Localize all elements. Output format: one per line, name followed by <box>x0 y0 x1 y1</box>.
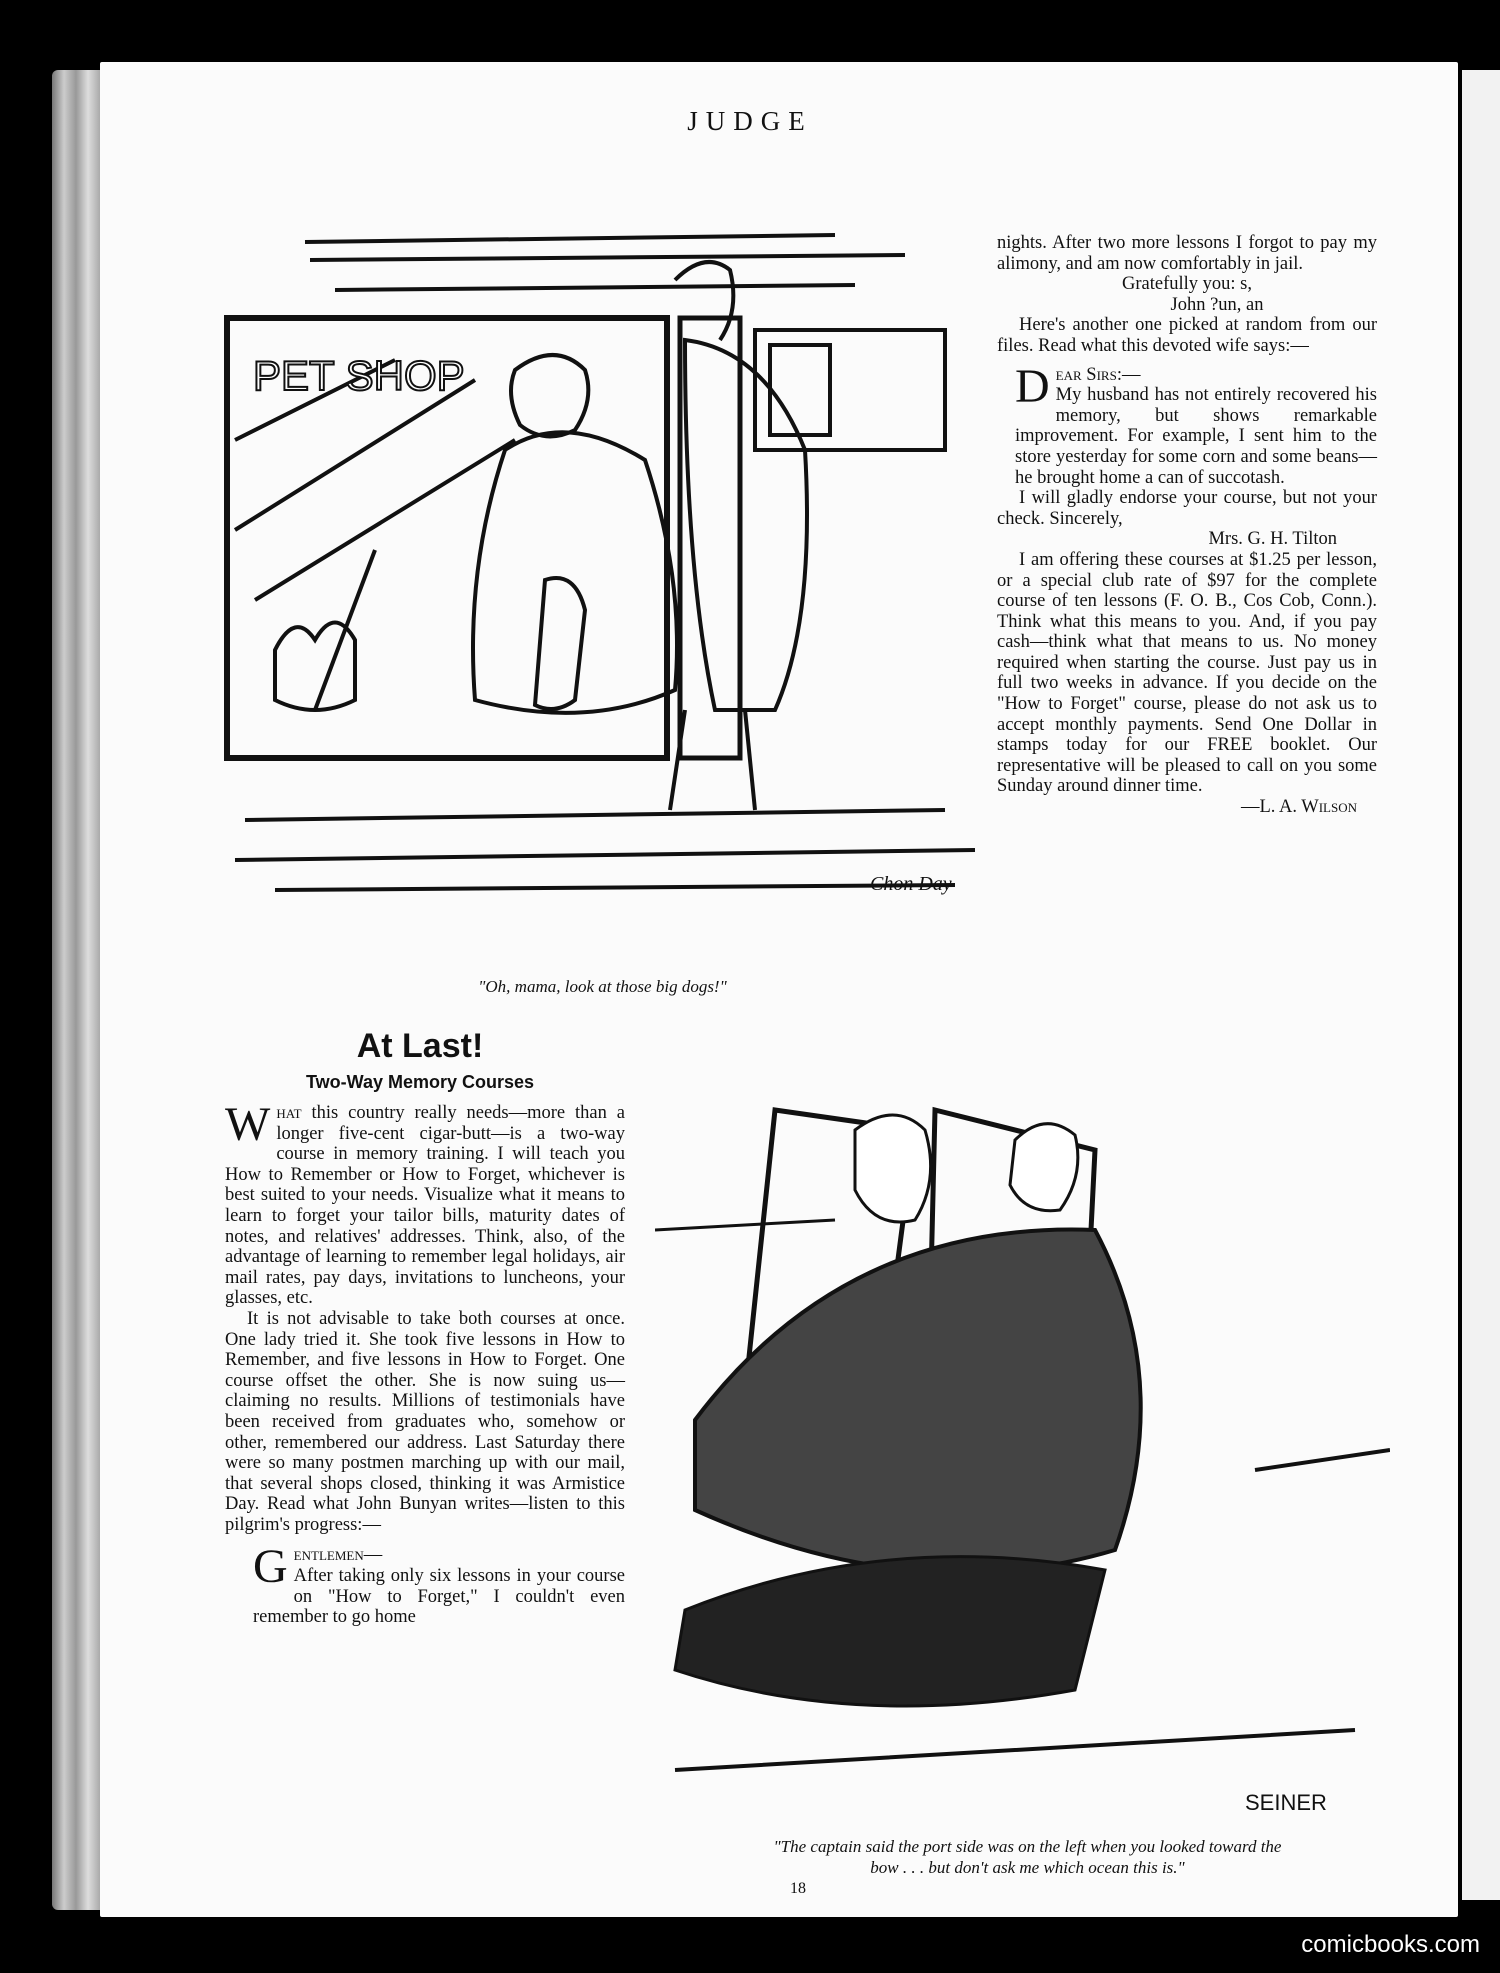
deck-chair-cartoon <box>655 1090 1390 1830</box>
letter2: Dear Sirs:— My husband has not entirely recovered his memory, but shows remarkable improvement. For example, I sent him to the store yesterday for some corn and some beans—he brought home a can of succotash. <box>1015 359 1377 488</box>
right-paragraph-1: nights. After two more lessons I forgot to pay my alimony, and am now comfortably in jail. <box>997 233 1377 274</box>
masthead: JUDGE <box>687 106 813 136</box>
cartoon2-caption-line1: "The captain said the port side was on the left when you looked toward the <box>773 1837 1282 1856</box>
cartoon2-caption <box>640 1836 1415 1878</box>
drop-cap-g: G <box>253 1540 288 1594</box>
drop-cap-d: D <box>1015 359 1050 413</box>
letter1-closing: Gratefully you: s, <box>1122 274 1252 295</box>
letter2-signature: Mrs. G. H. Tilton <box>1208 529 1337 550</box>
article-right-column <box>997 233 1377 818</box>
cartoon2-signature: SEINER <box>1245 1790 1327 1815</box>
pet-shop-cartoon <box>215 230 990 970</box>
letter1-signature: John ?un, an <box>1170 294 1264 315</box>
pet-shop-sign: PET SHOP <box>253 352 465 399</box>
article-paragraph-2: It is not advisable to take both courses at once. One lady tried it. She took five lessons in How to Remember, and five lessons in How to Forget. One course offset the other. She is now suing us—claiming no results. Millions of testimonials have been received from graduates who, somehow or other, remembered our address. Last Saturday there were so many postmen marching up with our mail, that several shops closed, thinking it was Armistice Day. Read what John Bunyan writes—listen to this pilgrim's progress:— <box>225 1308 625 1535</box>
article-byline: —L. A. Wilson <box>1240 797 1357 818</box>
article-left-column <box>225 1098 625 1628</box>
article-subhead: Two-Way Memory Courses <box>305 1072 535 1092</box>
drop-cap-w: W <box>225 1098 271 1151</box>
site-watermark: comicbooks.com <box>1301 1931 1480 1958</box>
letter2-paragraph-2: I will gladly endorse your course, but not your check. Sincerely, <box>997 488 1377 529</box>
right-paragraph-2: Here's another one picked at random from our files. Read what this devoted wife says:— <box>997 315 1377 356</box>
article-headline: At Last! <box>356 1027 484 1065</box>
article-paragraph-1: What this country really needs—more than a longer five-cent cigar-butt—is a two-way course in memory training. I will teach you How to Remember or How to Forget, whichever is best suited to your needs. Visualize what it means to learn to forget your tailor bills, maturity dates of notes, and relatives' addresses. Think, also, of the advantage of learning to remember legal holidays, air mail rates, pay days, invitations to luncheons, your glasses, etc. <box>225 1098 625 1309</box>
cartoon2-caption-line2: bow . . . but don't ask me which ocean this is." <box>870 1858 1185 1877</box>
right-paragraph-3: I am offering these courses at $1.25 per lesson, or a special club rate of $97 for the complete course of ten lessons (F. O. B., Cos Cob, Conn.). Think what this means to you. And, if you pay cash—think what that means to us. No money required when starting the course. Just pay us in full two weeks in advance. If you decide on the "How to Forget" course, please do not ask us to accept monthly payments. Send One Dollar in stamps today for our FREE booklet. Our representative will be pleased to call on you some Sunday around dinner time. <box>997 549 1377 797</box>
cartoon1-caption: "Oh, mama, look at those big dogs!" <box>478 977 727 996</box>
cartoon1-signature: Chon Day <box>870 873 952 895</box>
next-page-edge <box>1462 70 1500 1900</box>
letter1: Gentlemen— After taking only six lessons in your course on "How to Forget," I couldn't even remember to go home <box>253 1540 625 1628</box>
page-number: 18 <box>790 1880 806 1897</box>
